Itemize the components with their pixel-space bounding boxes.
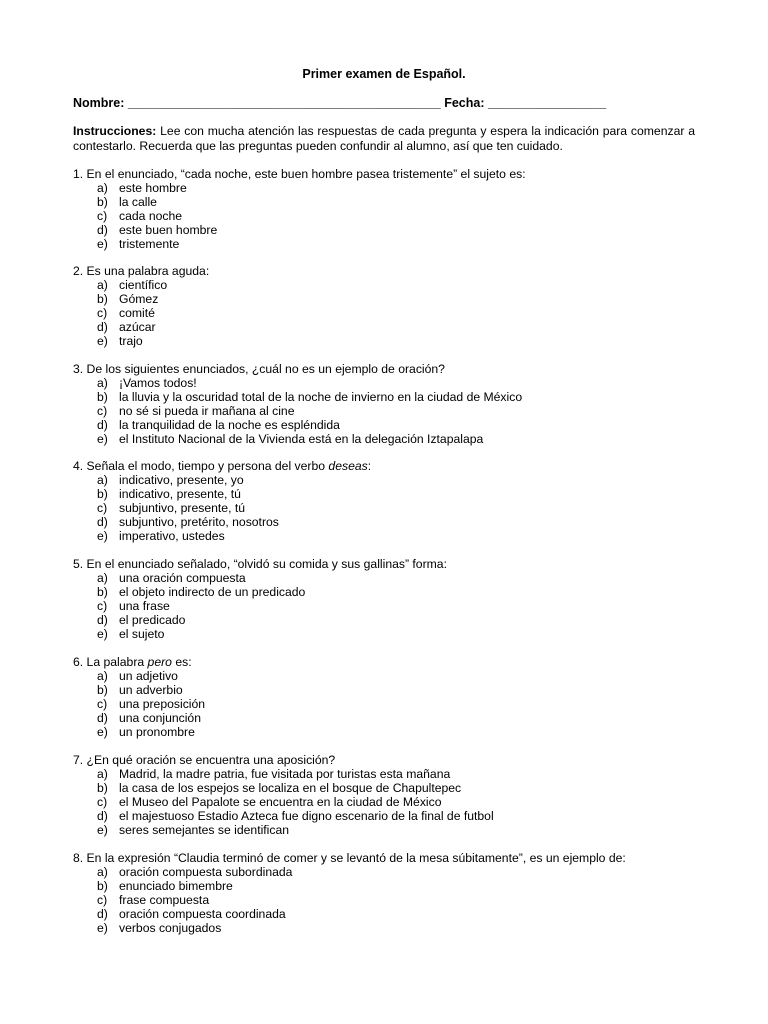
answer-option	[73, 725, 713, 739]
question-4	[73, 459, 713, 543]
question-5	[73, 557, 713, 641]
option-text: el predicado	[119, 613, 186, 627]
option-letter: d)	[97, 418, 108, 432]
answer-option	[73, 306, 713, 320]
option-letter: e)	[97, 823, 108, 837]
option-text: el sujeto	[119, 627, 165, 641]
name-blank: _____________________________________________	[127, 96, 441, 110]
question-emphasis: deseas	[328, 459, 368, 473]
option-letter: e)	[97, 432, 108, 446]
option-text: este hombre	[119, 181, 187, 195]
question-2	[73, 264, 713, 348]
answer-option	[73, 390, 713, 404]
question-text	[73, 167, 713, 181]
question-8	[73, 851, 713, 935]
option-text: un pronombre	[119, 725, 195, 739]
answer-option	[73, 181, 713, 195]
option-letter: b)	[97, 683, 108, 697]
answer-option	[73, 627, 713, 641]
option-letter: b)	[97, 195, 108, 209]
option-letter: a)	[97, 571, 108, 585]
question-text	[73, 362, 713, 376]
name-label: Nombre:	[73, 96, 125, 110]
question-suffix: es:	[171, 655, 192, 669]
instructions-text: Lee con mucha atención las respuestas de cada pregunta y espera la indicación para comenzar a contestarlo. Recuerda que las preguntas pueden confundir al alumno, así que ten cuidado.	[73, 124, 695, 153]
option-letter: e)	[97, 921, 108, 935]
answer-option	[73, 907, 713, 921]
option-text: una preposición	[119, 697, 206, 711]
option-text: la lluvia y la oscuridad total de la noche de invierno en la ciudad de México	[119, 390, 523, 404]
option-letter: b)	[97, 487, 108, 501]
answer-option	[73, 599, 713, 613]
option-text: cada noche	[119, 209, 183, 223]
option-text: una frase	[119, 599, 170, 613]
option-letter: b)	[97, 390, 108, 404]
answer-option	[73, 237, 713, 251]
option-text: este buen hombre	[119, 223, 218, 237]
answer-option	[73, 404, 713, 418]
option-text: verbos conjugados	[119, 921, 222, 935]
question-prefix: 2. Es una palabra aguda:	[73, 264, 210, 278]
option-text: la calle	[119, 195, 157, 209]
option-text: la tranquilidad de la noche es espléndida	[119, 418, 340, 432]
option-text: comité	[119, 306, 155, 320]
date-blank: _________________	[488, 96, 607, 110]
option-letter: a)	[97, 473, 108, 487]
option-text: un adverbio	[119, 683, 183, 697]
question-prefix: 3. De los siguientes enunciados, ¿cuál no es un ejemplo de oración?	[73, 362, 445, 376]
question-prefix: 1. En el enunciado, “cada noche, este buen hombre pasea tristemente” el sujeto es:	[73, 167, 526, 181]
option-letter: d)	[97, 907, 108, 921]
option-letter: c)	[97, 599, 108, 613]
option-letter: c)	[97, 893, 108, 907]
answer-option	[73, 795, 713, 809]
answer-option	[73, 767, 713, 781]
question-1	[73, 167, 713, 251]
answer-option	[73, 487, 713, 501]
question-text	[73, 557, 713, 571]
option-letter: e)	[97, 334, 108, 348]
question-3	[73, 362, 713, 446]
option-letter: e)	[97, 237, 108, 251]
option-letter: c)	[97, 209, 108, 223]
question-text	[73, 851, 713, 865]
option-text: indicativo, presente, tú	[119, 487, 241, 501]
option-text: tristemente	[119, 237, 180, 251]
question-text	[73, 753, 713, 767]
option-letter: a)	[97, 865, 108, 879]
answer-option	[73, 209, 713, 223]
option-text: Madrid, la madre patria, fue visitada por turistas esta mañana	[119, 767, 451, 781]
option-letter: e)	[97, 529, 108, 543]
question-text	[73, 655, 713, 669]
answer-option	[73, 585, 713, 599]
instructions	[73, 124, 695, 153]
answer-option	[73, 195, 713, 209]
option-text: una conjunción	[119, 711, 201, 725]
option-letter: a)	[97, 278, 108, 292]
option-text: el objeto indirecto de un predicado	[119, 585, 306, 599]
question-prefix: 4. Señala el modo, tiempo y persona del verbo	[73, 459, 329, 473]
answer-option	[73, 823, 713, 837]
option-text: una oración compuesta	[119, 571, 246, 585]
option-letter: b)	[97, 585, 108, 599]
option-text: azúcar	[119, 320, 156, 334]
option-letter: a)	[97, 181, 108, 195]
name-date-line	[73, 96, 606, 110]
question-text	[73, 264, 713, 278]
option-letter: d)	[97, 223, 108, 237]
option-text: subjuntivo, pretérito, nosotros	[119, 515, 279, 529]
option-text: oración compuesta subordinada	[119, 865, 293, 879]
answer-option	[73, 809, 713, 823]
option-letter: c)	[97, 795, 108, 809]
answer-option	[73, 501, 713, 515]
question-prefix: 8. En la expresión “Claudia terminó de comer y se levantó de la mesa súbitamente”, es un ejemplo de:	[73, 851, 626, 865]
option-letter: c)	[97, 697, 108, 711]
answer-option	[73, 711, 713, 725]
answer-option	[73, 529, 713, 543]
option-letter: c)	[97, 501, 108, 515]
option-text: indicativo, presente, yo	[119, 473, 244, 487]
option-letter: d)	[97, 711, 108, 725]
answer-option	[73, 879, 713, 893]
question-text	[73, 459, 713, 473]
option-text: ¡Vamos todos!	[119, 376, 197, 390]
option-text: Gómez	[119, 292, 159, 306]
answer-option	[73, 292, 713, 306]
exam-title: Primer examen de Español.	[302, 67, 466, 81]
question-6	[73, 655, 713, 739]
option-letter: b)	[97, 781, 108, 795]
option-letter: d)	[97, 515, 108, 529]
option-text: un adjetivo	[119, 669, 178, 683]
option-letter: a)	[97, 376, 108, 390]
answer-option	[73, 418, 713, 432]
option-text: el majestuoso Estadio Azteca fue digno escenario de la final de futbol	[119, 809, 494, 823]
answer-option	[73, 865, 713, 879]
question-prefix: 7. ¿En qué oración se encuentra una aposición?	[73, 753, 336, 767]
answer-option	[73, 432, 713, 446]
option-text: no sé si pueda ir mañana al cine	[119, 404, 295, 418]
option-text: subjuntivo, presente, tú	[119, 501, 246, 515]
question-suffix: :	[367, 459, 372, 473]
answer-option	[73, 571, 713, 585]
answer-option	[73, 613, 713, 627]
option-text: la casa de los espejos se localiza en el bosque de Chapultepec	[119, 781, 462, 795]
answer-option	[73, 278, 713, 292]
answer-option	[73, 781, 713, 795]
option-text: oración compuesta coordinada	[119, 907, 286, 921]
answer-option	[73, 893, 713, 907]
option-text: el Instituto Nacional de la Vivienda está en la delegación Iztapalapa	[119, 432, 484, 446]
option-letter: d)	[97, 320, 108, 334]
answer-option	[73, 473, 713, 487]
question-emphasis: pero	[147, 655, 172, 669]
answer-option	[73, 683, 713, 697]
option-text: seres semejantes se identifican	[119, 823, 290, 837]
answer-option	[73, 223, 713, 237]
option-letter: e)	[97, 627, 108, 641]
answer-option	[73, 376, 713, 390]
answer-option	[73, 515, 713, 529]
answer-option	[73, 921, 713, 935]
question-prefix: 5. En el enunciado señalado, “olvidó su comida y sus gallinas” forma:	[73, 557, 447, 571]
answer-option	[73, 697, 713, 711]
option-text: el Museo del Papalote se encuentra en la ciudad de México	[119, 795, 442, 809]
option-letter: b)	[97, 292, 108, 306]
option-text: imperativo, ustedes	[119, 529, 225, 543]
option-letter: a)	[97, 767, 108, 781]
answer-option	[73, 669, 713, 683]
instructions-label: Instrucciones:	[73, 124, 157, 138]
option-letter: d)	[97, 809, 108, 823]
option-letter: e)	[97, 725, 108, 739]
date-label: Fecha:	[444, 96, 485, 110]
option-letter: b)	[97, 879, 108, 893]
question-prefix: 6. La palabra	[73, 655, 148, 669]
option-text: trajo	[119, 334, 143, 348]
answer-option	[73, 334, 713, 348]
question-7	[73, 753, 713, 837]
option-text: frase compuesta	[119, 893, 210, 907]
answer-option	[73, 320, 713, 334]
option-letter: c)	[97, 404, 108, 418]
option-letter: d)	[97, 613, 108, 627]
option-letter: c)	[97, 306, 108, 320]
option-text: científico	[119, 278, 168, 292]
option-text: enunciado bimembre	[119, 879, 233, 893]
option-letter: a)	[97, 669, 108, 683]
